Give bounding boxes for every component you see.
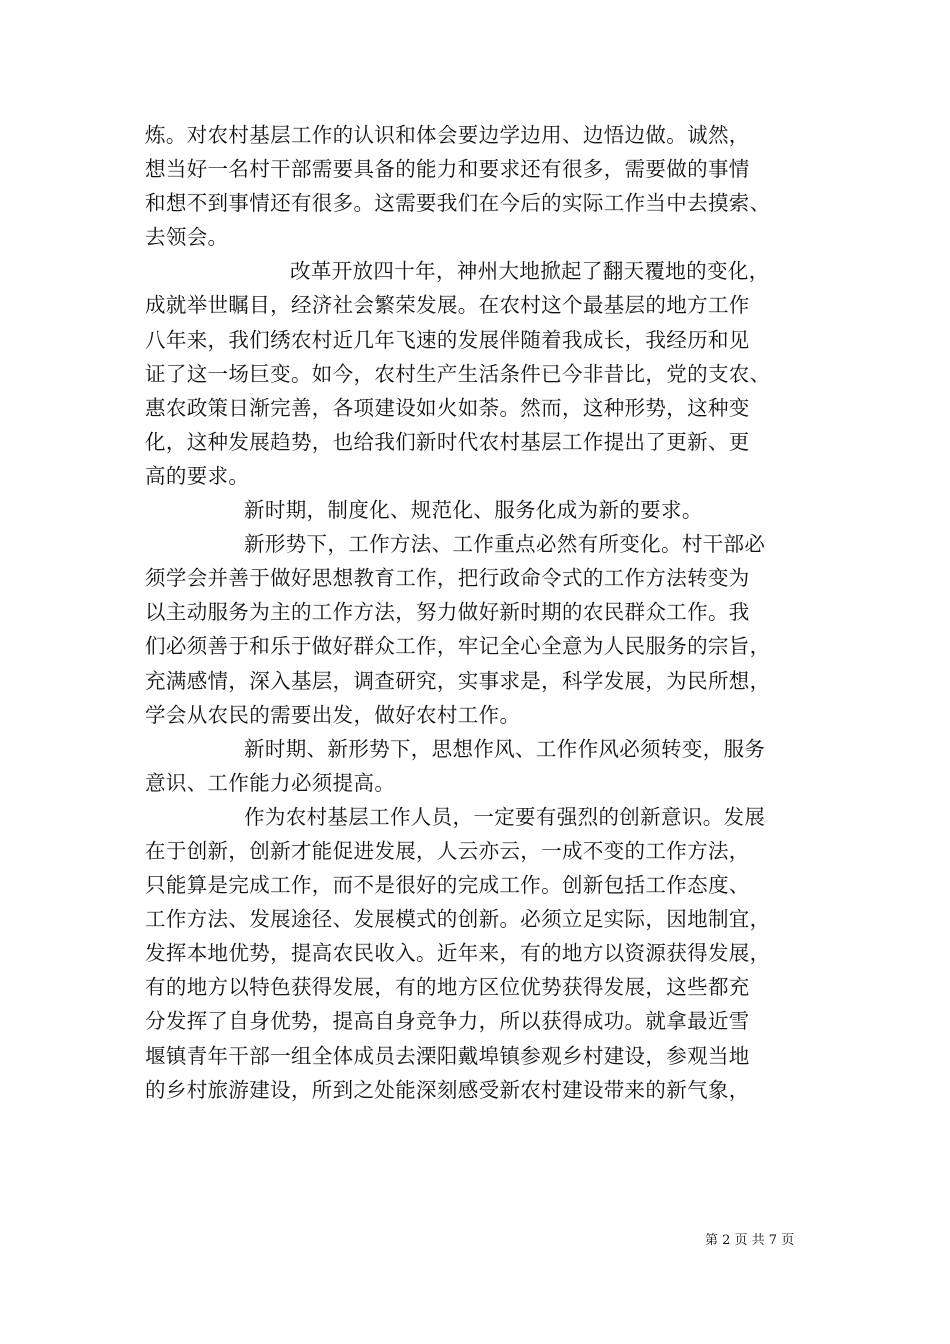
text-line: 意识、工作能力必须提高。 [145, 770, 396, 795]
text-line: 八年来，我们绣农村近几年飞速的发展伴随着我成长，我经历和见 [145, 327, 750, 352]
text-line: 学会从农民的需要出发，做好农村工作。 [145, 702, 521, 727]
text-line: 的乡村旅游建设，所到之处能深刻感受新农村建设带来的新气象， [145, 1077, 750, 1102]
text-line: 新时期、新形势下，思想作风、工作作风必须转变，服务 [244, 736, 766, 761]
text-line: 惠农政策日渐完善，各项建设如火如荼。然而，这种形势，这种变 [145, 395, 750, 420]
text-line: 充满感情，深入基层，调查研究，实事求是，科学发展，为民所想， [145, 668, 771, 693]
page-number-footer: 第 2 页 共 7 页 [705, 1233, 795, 1248]
text-line: 们必须善于和乐于做好群众工作，牢记全心全意为人民服务的宗旨， [145, 634, 771, 659]
text-line: 有的地方以特色获得发展，有的地方区位优势获得发展，这些都充 [145, 975, 750, 1000]
text-line: 化，这种发展趋势，也给我们新时代农村基层工作提出了更新、更 [145, 429, 750, 454]
text-line: 作为农村基层工作人员，一定要有强烈的创新意识。发展 [244, 804, 766, 829]
text-line: 分发挥了自身优势，提高自身竞争力，所以获得成功。就拿最近雪 [145, 1009, 750, 1034]
text-line: 和想不到事情还有很多。这需要我们在今后的实际工作当中去摸索、 [145, 191, 771, 216]
text-line: 高的要求。 [145, 463, 250, 488]
text-line: 去领会。 [145, 225, 229, 250]
text-line: 只能算是完成工作，而不是很好的完成工作。创新包括工作态度、 [145, 873, 750, 898]
body-text [145, 118, 825, 1107]
text-line: 炼。对农村基层工作的认识和体会要边学边用、边悟边做。诚然， [145, 123, 750, 147]
text-line: 新时期，制度化、规范化、服务化成为新的要求。 [244, 498, 703, 523]
text-line: 工作方法、发展途径、发展模式的创新。必须立足实际，因地制宜， [145, 907, 771, 932]
text-line: 改革开放四十年，神州大地掀起了翻天覆地的变化， [290, 259, 770, 284]
text-line: 堰镇青年干部一组全体成员去溧阳戴埠镇参观乡村建设，参观当地 [145, 1043, 750, 1068]
text-line: 以主动服务为主的工作方法，努力做好新时期的农民群众工作。我 [145, 600, 750, 625]
text-line: 想当好一名村干部需要具备的能力和要求还有很多，需要做的事情 [145, 157, 750, 182]
text-line: 须学会并善于做好思想教育工作，把行政命令式的工作方法转变为 [145, 566, 750, 591]
text-line: 发挥本地优势，提高农民收入。近年来，有的地方以资源获得发展， [145, 941, 771, 966]
text-line: 证了这一场巨变。如今，农村生产生活条件已今非昔比，党的支农、 [145, 361, 771, 386]
text-line: 成就举世瞩目，经济社会繁荣发展。在农村这个最基层的地方工作 [145, 293, 750, 318]
text-line: 在于创新，创新才能促进发展，人云亦云，一成不变的工作方法， [145, 838, 750, 863]
text-line: 新形势下，工作方法、工作重点必然有所变化。村干部必 [244, 532, 766, 557]
